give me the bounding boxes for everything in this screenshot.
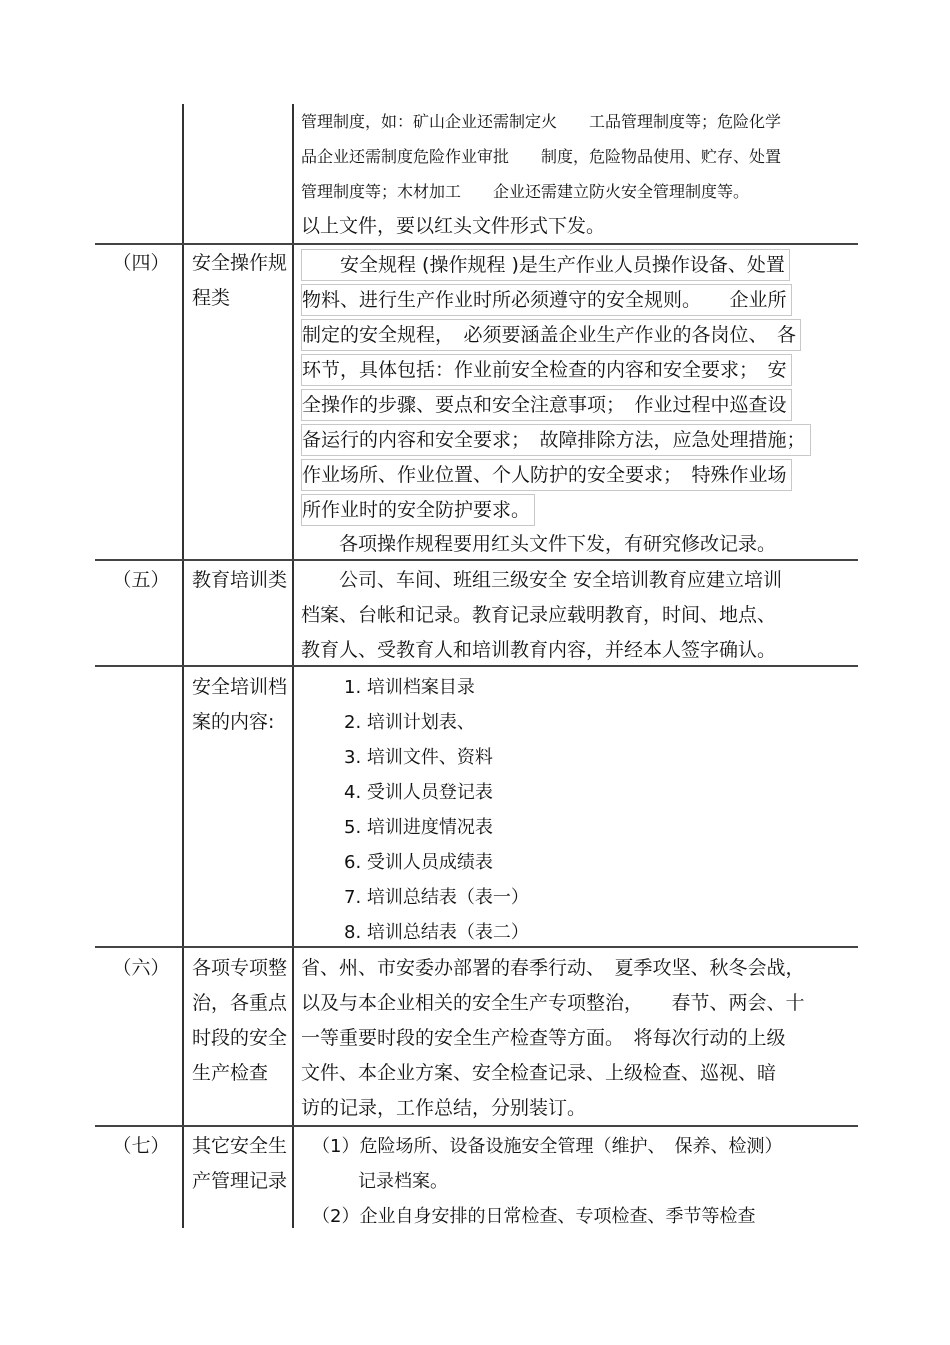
- body-text-line: 访的记录，工作总结，分别装订。: [301, 1097, 587, 1119]
- body-text-line: 品企业还需制度危险作业审批 制度，危险物品使用、贮存、处置: [301, 147, 782, 166]
- body-text-line: 一等重要时段的安全生产检查等方面。 将每次行动的上级: [301, 1027, 786, 1049]
- list-item: 1. 培训档案目录: [344, 677, 475, 698]
- section-category: 教育培训类: [192, 569, 288, 591]
- section-category: 安全操作规程类: [192, 252, 288, 309]
- body-text-line: 管理制度，如：矿山企业还需制定火 工品管理制度等；危险化学: [301, 112, 782, 131]
- body-text-line: 全操作的步骤、要点和安全注意事项； 作业过程中巡查设: [301, 389, 792, 421]
- body-text-line: 安全规程 (操作规程 )是生产作业人员操作设备、处置: [301, 249, 790, 281]
- body-text-line: （1）危险场所、设备设施安全管理（维护、 保养、检测）: [312, 1136, 783, 1157]
- body-text-line: 物料、进行生产作业时所必须遵守的安全规则。 企业所: [301, 284, 792, 316]
- body-text-line: 记录档案。: [358, 1171, 448, 1192]
- body-text-line: 环节，具体包括：作业前安全检查的内容和安全要求； 安: [301, 354, 792, 386]
- body-text-line: 省、州、市安委办部署的春季行动、 夏季攻坚、秋冬会战，: [301, 957, 805, 979]
- body-text-line: 各项操作规程要用红头文件下发，有研究修改记录。: [301, 533, 777, 555]
- list-item: 8. 培训总结表（表二）: [344, 922, 529, 943]
- body-text-line: 文件、本企业方案、安全检查记录、上级检查、巡视、暗: [301, 1062, 777, 1084]
- list-item: 7. 培训总结表（表一）: [344, 887, 529, 908]
- body-text-line: 档案、台帐和记录。教育记录应载明教育，时间、地点、: [301, 604, 777, 626]
- section-category: 其它安全生产管理记录: [192, 1135, 288, 1192]
- body-text-line: 制定的安全规程， 必须要涵盖企业生产作业的各岗位、 各: [301, 319, 801, 351]
- section-number: （五）: [112, 569, 170, 591]
- list-item: 4. 受训人员登记表: [344, 782, 493, 803]
- body-text-line: 以及与本企业相关的安全生产专项整治， 春节、两会、十: [301, 992, 805, 1014]
- body-text-line: 以上文件，要以红头文件形式下发。: [301, 215, 606, 237]
- section-category: 各项专项整治，各重点时段的安全生产检查: [192, 957, 288, 1084]
- body-text-line: 所作业时的安全防护要求。: [301, 494, 535, 526]
- body-text-line: 作业场所、作业位置、个人防护的安全要求； 特殊作业场: [301, 459, 792, 491]
- body-text-line: （2）企业自身安排的日常检查、专项检查、季节等检查: [312, 1206, 756, 1227]
- section-number: （六）: [112, 957, 170, 979]
- list-item: 5. 培训进度情况表: [344, 817, 493, 838]
- section-number: （七）: [112, 1135, 170, 1157]
- list-item: 3. 培训文件、资料: [344, 747, 493, 768]
- body-text-line: 备运行的内容和安全要求； 故障排除方法，应急处理措施；: [301, 424, 811, 456]
- body-text-line: 公司、车间、班组三级安全 安全培训教育应建立培训: [301, 569, 783, 591]
- section-number: （四）: [112, 252, 170, 274]
- list-item: 2. 培训计划表、: [344, 712, 475, 733]
- list-item: 6. 受训人员成绩表: [344, 852, 493, 873]
- body-text-line: 管理制度等；木材加工 企业还需建立防火安全管理制度等。: [301, 182, 750, 201]
- section-category: 安全培训档案的内容:: [192, 676, 288, 733]
- body-text-line: 教育人、受教育人和培训教育内容，并经本人签字确认。: [301, 639, 777, 661]
